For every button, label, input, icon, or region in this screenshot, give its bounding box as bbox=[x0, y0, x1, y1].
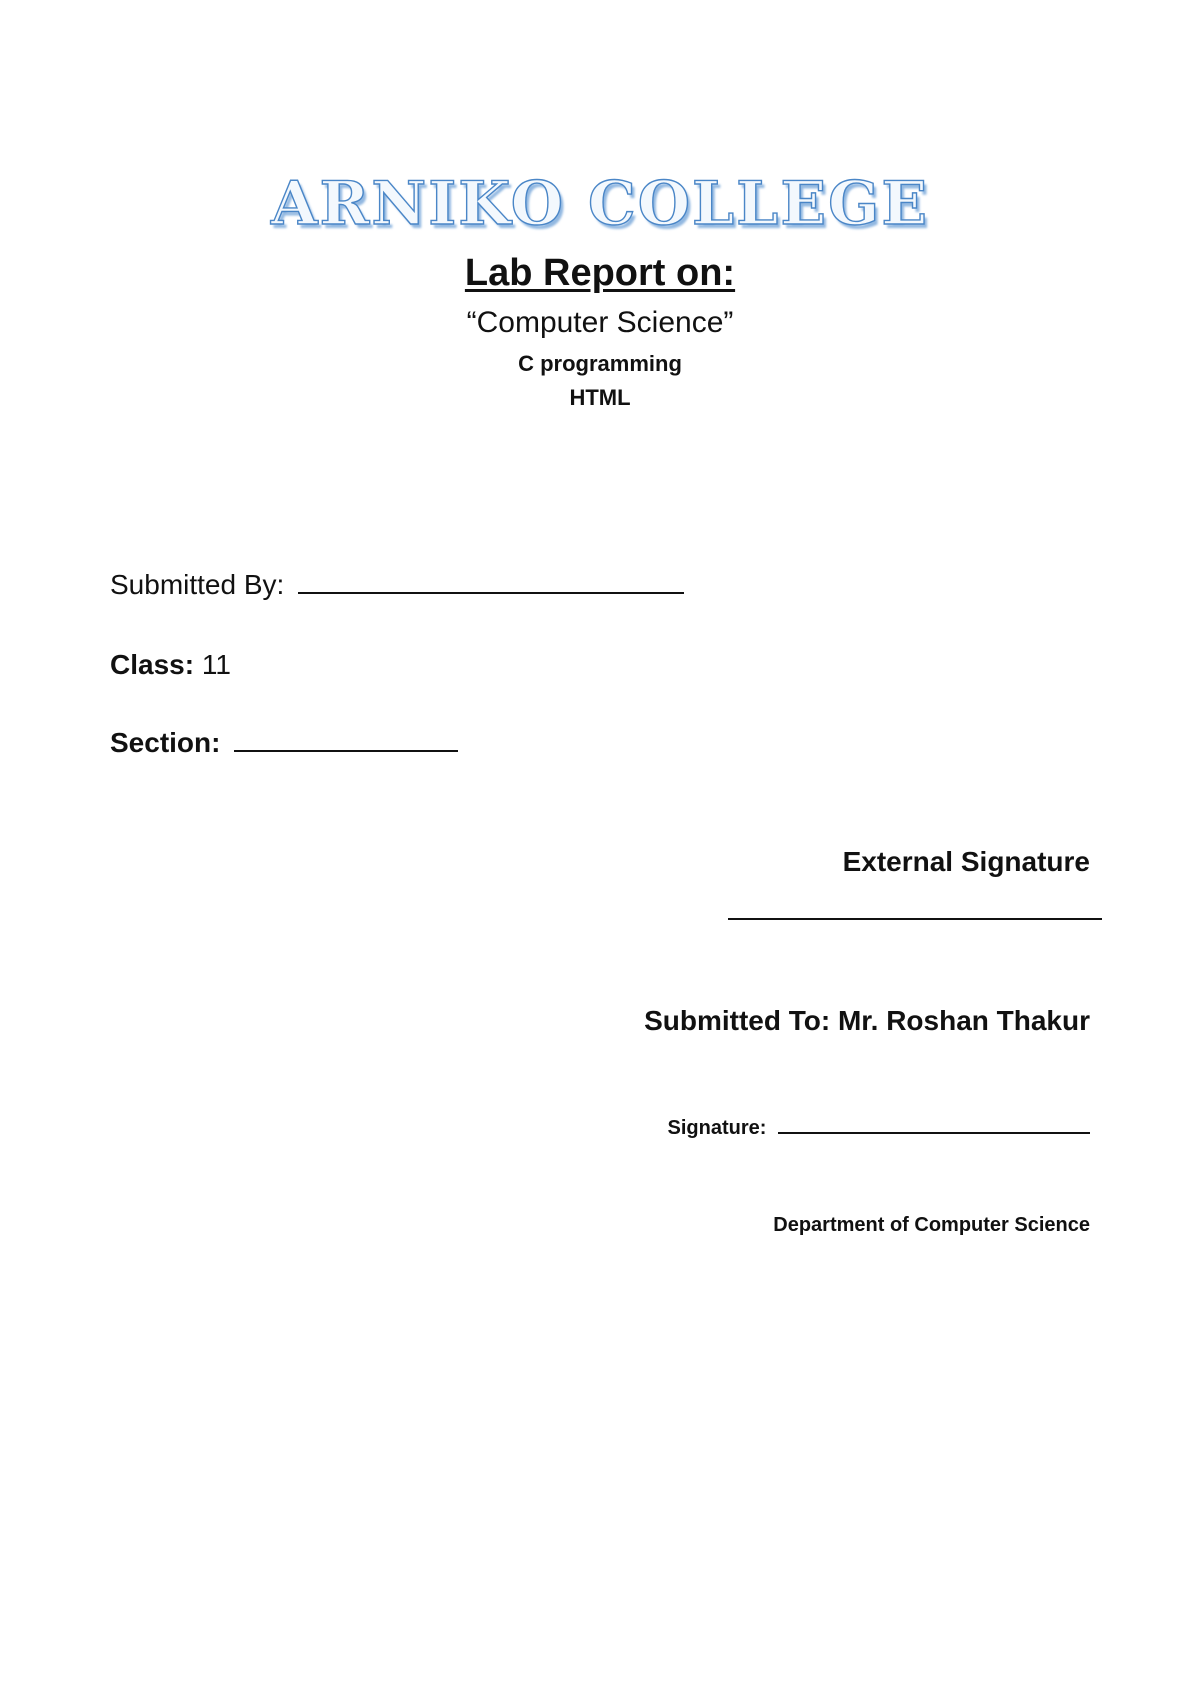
signature-blank bbox=[778, 1112, 1090, 1134]
submitted-by-blank bbox=[298, 568, 684, 594]
submitted-by-label: Submitted By: bbox=[110, 569, 285, 600]
report-title: Lab Report on: bbox=[464, 252, 736, 294]
topic-c-programming: C programming bbox=[518, 351, 682, 376]
signature-label: Signature: bbox=[667, 1117, 767, 1139]
topic-html: HTML bbox=[569, 385, 631, 410]
department: Department of Computer Science bbox=[773, 1214, 1090, 1236]
class-label: Class: bbox=[110, 649, 195, 680]
class-value: 11 bbox=[201, 649, 231, 680]
section-row bbox=[110, 726, 458, 760]
external-signature-label: External Signature bbox=[842, 846, 1090, 877]
class-row bbox=[110, 648, 231, 682]
college-name: ARNIKO COLLEGE bbox=[270, 169, 930, 239]
submitted-by-row bbox=[110, 568, 684, 602]
submitted-to: Submitted To: Mr. Roshan Thakur bbox=[644, 1005, 1090, 1036]
signature-row bbox=[668, 1112, 1090, 1141]
section-label: Section: bbox=[110, 727, 221, 758]
section-blank bbox=[234, 726, 458, 752]
report-subject: “Computer Science” bbox=[466, 306, 734, 339]
external-signature-line bbox=[728, 918, 1102, 920]
